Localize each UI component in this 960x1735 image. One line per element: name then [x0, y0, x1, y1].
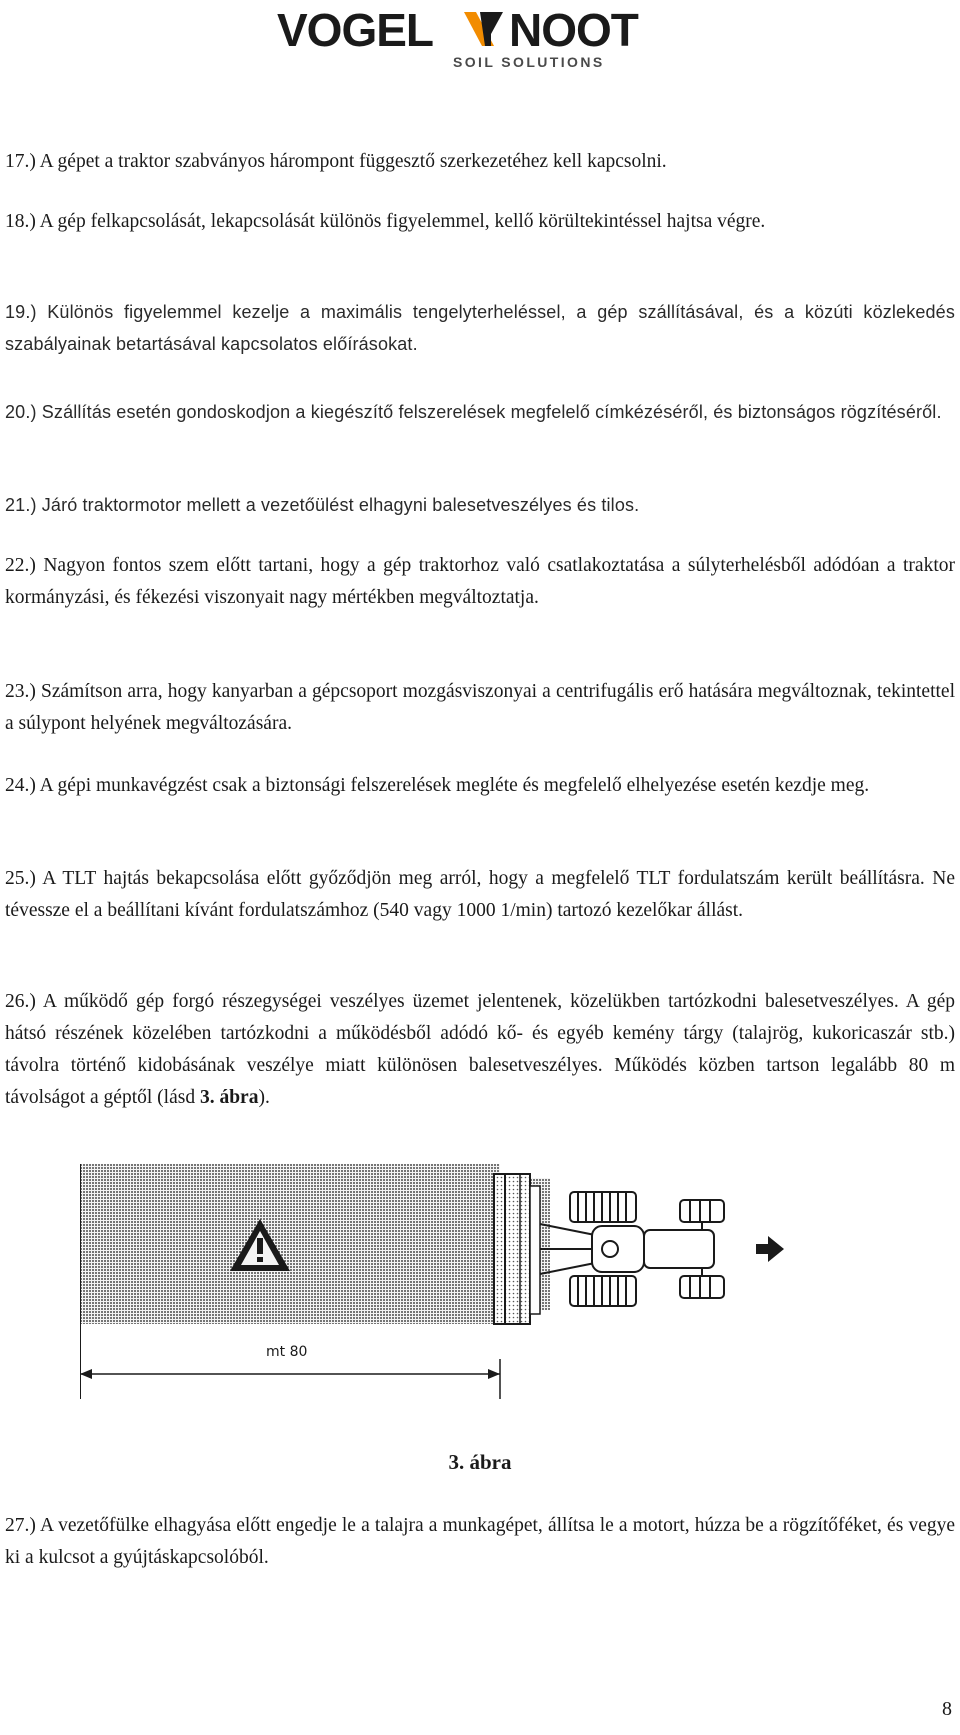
paragraph-19: 19.) Különös figyelemmel kezelje a maximális tengelyterheléssel, a gép szállításával, és a közúti közlekedés szabályainak betartásával kapcsolatos előírásokat.	[5, 302, 955, 354]
paragraph-22: 22.) Nagyon fontos szem előtt tartani, hogy a gép traktorhoz való csatlakoztatása a súlyterhelésből adódóan a traktor kormányzási, és fékezési viszonyait nagy mértékben megváltoztatja.	[5, 555, 955, 608]
distance-label: mt 80	[266, 1344, 308, 1360]
paragraph-27: 27.) A vezetőfülke elhagyása előtt engedje le a talajra a munkagépet, állítsa le a motort, húzza be a rögzítőféket, és vegye ki a kulcsot a gyújtáskapcsolóból.	[5, 1515, 955, 1568]
logo-slash-dark-2	[491, 12, 503, 34]
paragraph-17: 17.) A gépet a traktor szabványos hárompont függesztő szerkezetéhez kell kapcsolni.	[5, 151, 667, 172]
implement	[494, 1174, 530, 1324]
figure-reference: 3. ábra	[199, 1087, 259, 1108]
arrow-right-icon	[756, 1236, 784, 1262]
distance-dimension	[80, 1359, 500, 1399]
paragraph-23: 23.) Számítson arra, hogy kanyarban a gépcsoport mozgásviszonyai a centrifugális erő hatására megváltoznak, tekintettel a súlypont helyének megváltozására.	[5, 681, 955, 734]
paragraph-25: 25.) A TLT hajtás bekapcsolása előtt győződjön meg arról, hogy a megfelelő TLT fordulatszám került beállításra. Ne tévessze el a beállítani kívánt fordulatszámhoz (540 vagy 1000 1/min) tartozó kezelőkar állást.	[5, 868, 955, 921]
page-number: 8	[942, 1698, 952, 1720]
svg-text:SOIL SOLUTIONS: SOIL SOLUTIONS	[453, 54, 605, 68]
danger-zone	[80, 1164, 550, 1324]
paragraph-26	[5, 986, 955, 1114]
paragraph-24: 24.) A gépi munkavégzést csak a biztonsági felszerelések megléte és megfelelő elhelyezése esetén kezdje meg.	[5, 775, 870, 796]
logo-mark	[277, 4, 683, 68]
figure-3-safety-distance	[80, 1164, 870, 1429]
svg-text:NOOT: NOOT	[509, 4, 638, 56]
vogel-noot-logo	[0, 0, 960, 84]
figure-caption: 3. ábra	[448, 1450, 512, 1474]
paragraph-21: 21.) Járó traktormotor mellett a vezetőülést elhagyni balesetveszélyes és tilos.	[5, 495, 640, 515]
paragraph-26-text: 26.) A működő gép forgó részegységei veszélyes üzemet jelentenek, közelükben tartózkodni balesetveszélyes. A gép hátsó részének közelében tartózkodni a működésből adódó kő- és egyéb kemény tárgy (talajrög, kukoricaszár stb.) távolra történő kidobásának veszélye miatt különösen balesetveszélyes. Működés közben tartson legalább 80 m távolságot a géptől (lásd	[5, 991, 955, 1108]
paragraph-26-end: ).	[258, 1087, 270, 1108]
svg-text:VOGEL: VOGEL	[277, 4, 434, 56]
tractor	[570, 1192, 724, 1306]
figure-drawing	[80, 1164, 870, 1429]
paragraph-18: 18.) A gép felkapcsolását, lekapcsolását különös figyelemmel, kellő körültekintéssel hajtsa végre.	[5, 211, 766, 232]
paragraph-20: 20.) Szállítás esetén gondoskodjon a kiegészítő felszerelések megfelelő címkézéséről, és biztonságos rögzítéséről.	[5, 402, 942, 422]
